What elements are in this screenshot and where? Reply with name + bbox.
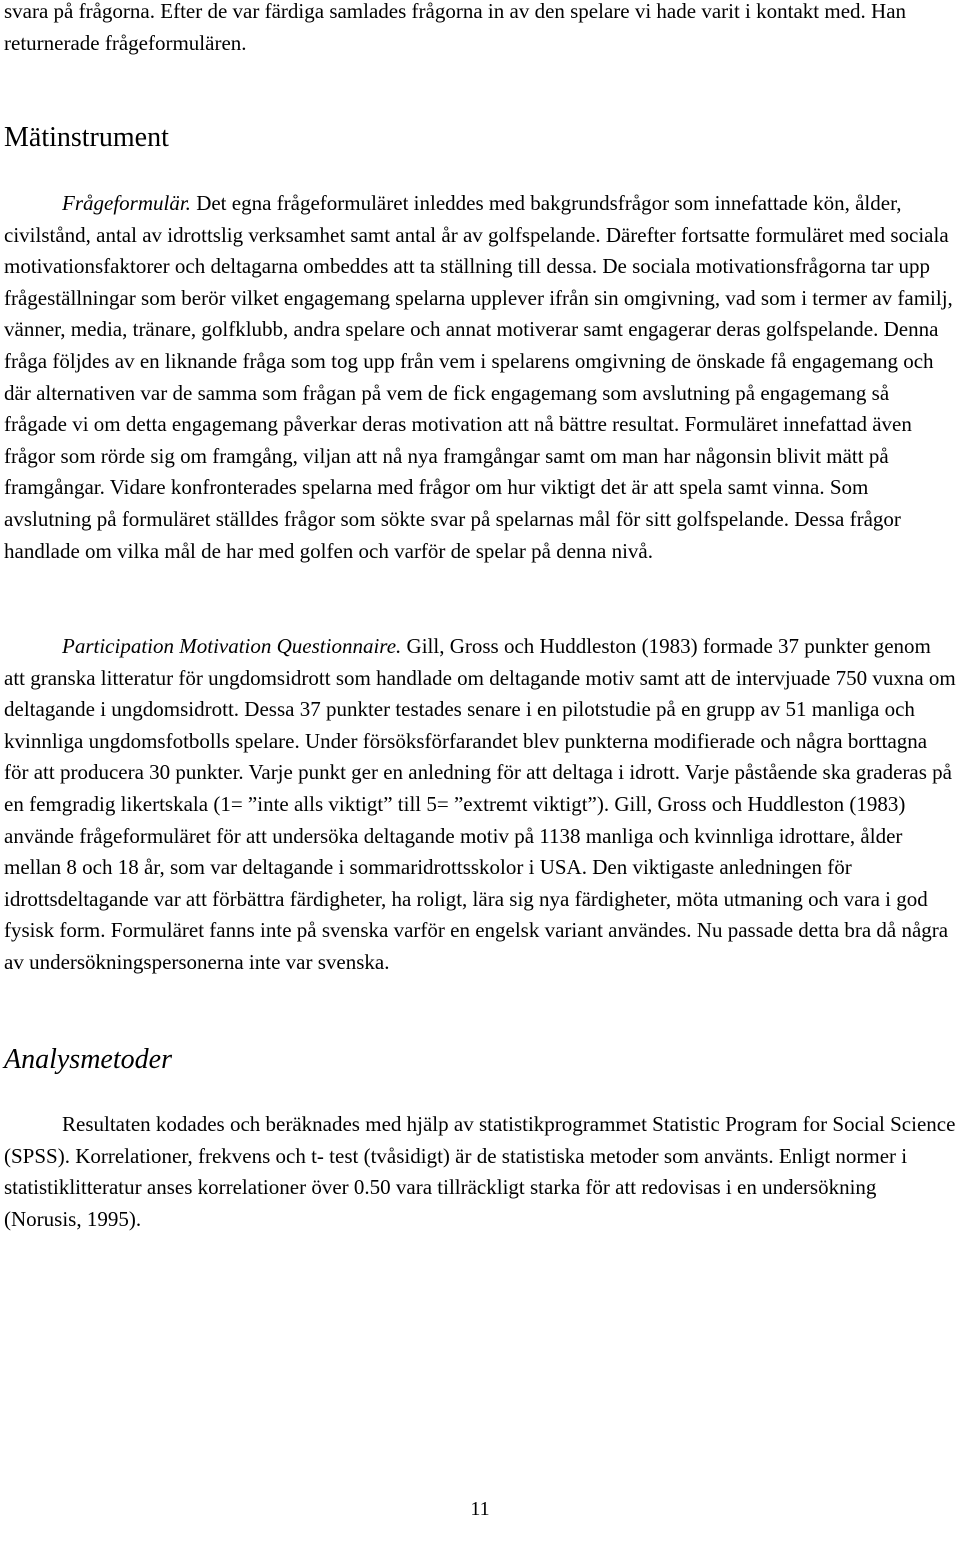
subsection-label-frageformular: Frågeformulär. (62, 191, 191, 215)
matinstrument-paragraph-text-2: Denna fråga följdes av en liknande fråga som tog upp från vem i spelarens omgivning de önskade få engagemang och där alternativen var de samma som frågan på vem de fick engagemang som avslutning på engagemang så frågade vi om detta engagemang påverkar deras motivation att nå bättre resultat. Formuläret innefattad även frågor som rörde sig om framgång, viljan att nå nya framgångar samt om man har någonsin blivit mätt på framgångar. Vidare konfronterades spelarna med frågor om hur viktigt det är att spela samt vinna. Som avslutning på formuläret ställdes frågor som sökte svar på spelarnas mål för sitt golfspelande. Dessa frågor handlade om vilka mål de har med golfen och varför de spelar på denna nivå. (4, 317, 939, 563)
analys-paragraph (4, 1109, 956, 1235)
pmq-paragraph (4, 631, 956, 979)
intro-paragraph (4, 0, 956, 59)
section-heading-matinstrument: Mätinstrument (4, 122, 169, 153)
intro-paragraph-text: svara på frågorna. Efter de var färdiga samlades frågorna in av den spelare vi hade varit i kontakt med. Han returnerade frågeformulären. (4, 0, 907, 55)
page-number: 11 (470, 1498, 490, 1520)
analys-paragraph-text: Resultaten kodades och beräknades med hjälp av statistikprogrammet Statistic Program for Social Science (SPSS). Korrelationer, frekvens och t- test (tvåsidigt) är de statistiska metoder som använts. Enligt normer i statistiklitteratur anses korrelationer över 0.50 vara tillräckligt starka för att redovisas i en undersökning (Norusis, 1995). (4, 1112, 956, 1231)
matinstrument-paragraph-text-1: Det egna frågeformuläret inleddes med bakgrundsfrågor som innefattade kön, ålder, civilstånd, antal av idrottslig verksamhet samt antal år av golfspelande. Därefter fortsatte formuläret med sociala motivationsfaktorer och deltagarna ombeddes att ta ställning till dessa. De sociala motivationsfrågorna tar upp frågeställningar som berör vilket engagemang spelarna upplever ifrån sin omgivning, vad som i termer av familj, vänner, media, tränare, golfklubb, andra spelare och annat motiverar samt engagerar deras golfspelande. (4, 191, 953, 342)
subsection-label-pmq: Participation Motivation Questionnaire. (62, 634, 402, 658)
matinstrument-paragraph (4, 188, 956, 567)
pmq-paragraph-text: Gill, Gross och Huddleston (1983) formade 37 punkter genom att granska litteratur för ungdomsidrott som handlade om deltagande motiv samt att de intervjuade 750 vuxna om deltagande i ungdomsidrott. Dessa 37 punkter testades senare i en pilotstudie på en grupp av 51 manliga och kvinnliga ungdomsfotbolls spelare. Under försöksförfarandet blev punkterna modifierade och några borttagna för att producera 30 punkter. Varje punkt ger en anledning för att deltaga i idrott. Varje påstående ska graderas på en femgradig likertskala (1= ”inte alls viktigt” till 5= ”extremt viktigt”). Gill, Gross och Huddleston (1983) använde frågeformuläret för att undersöka deltagande motiv på 1138 manliga och kvinnliga idrottare, ålder mellan 8 och 18 år, som var deltagande i sommaridrottsskolor i USA. Den viktigaste anledningen för idrottsdeltagande var att förbättra färdigheter, ha roligt, lära sig nya färdigheter, möta utmaning och vara i god fysisk form. Formuläret fanns inte på svenska varför en engelsk variant användes. Nu passade detta bra då några av undersökningspersonerna inte var svenska. (4, 634, 956, 974)
section-heading-analysmetoder: Analysmetoder (4, 1044, 172, 1075)
